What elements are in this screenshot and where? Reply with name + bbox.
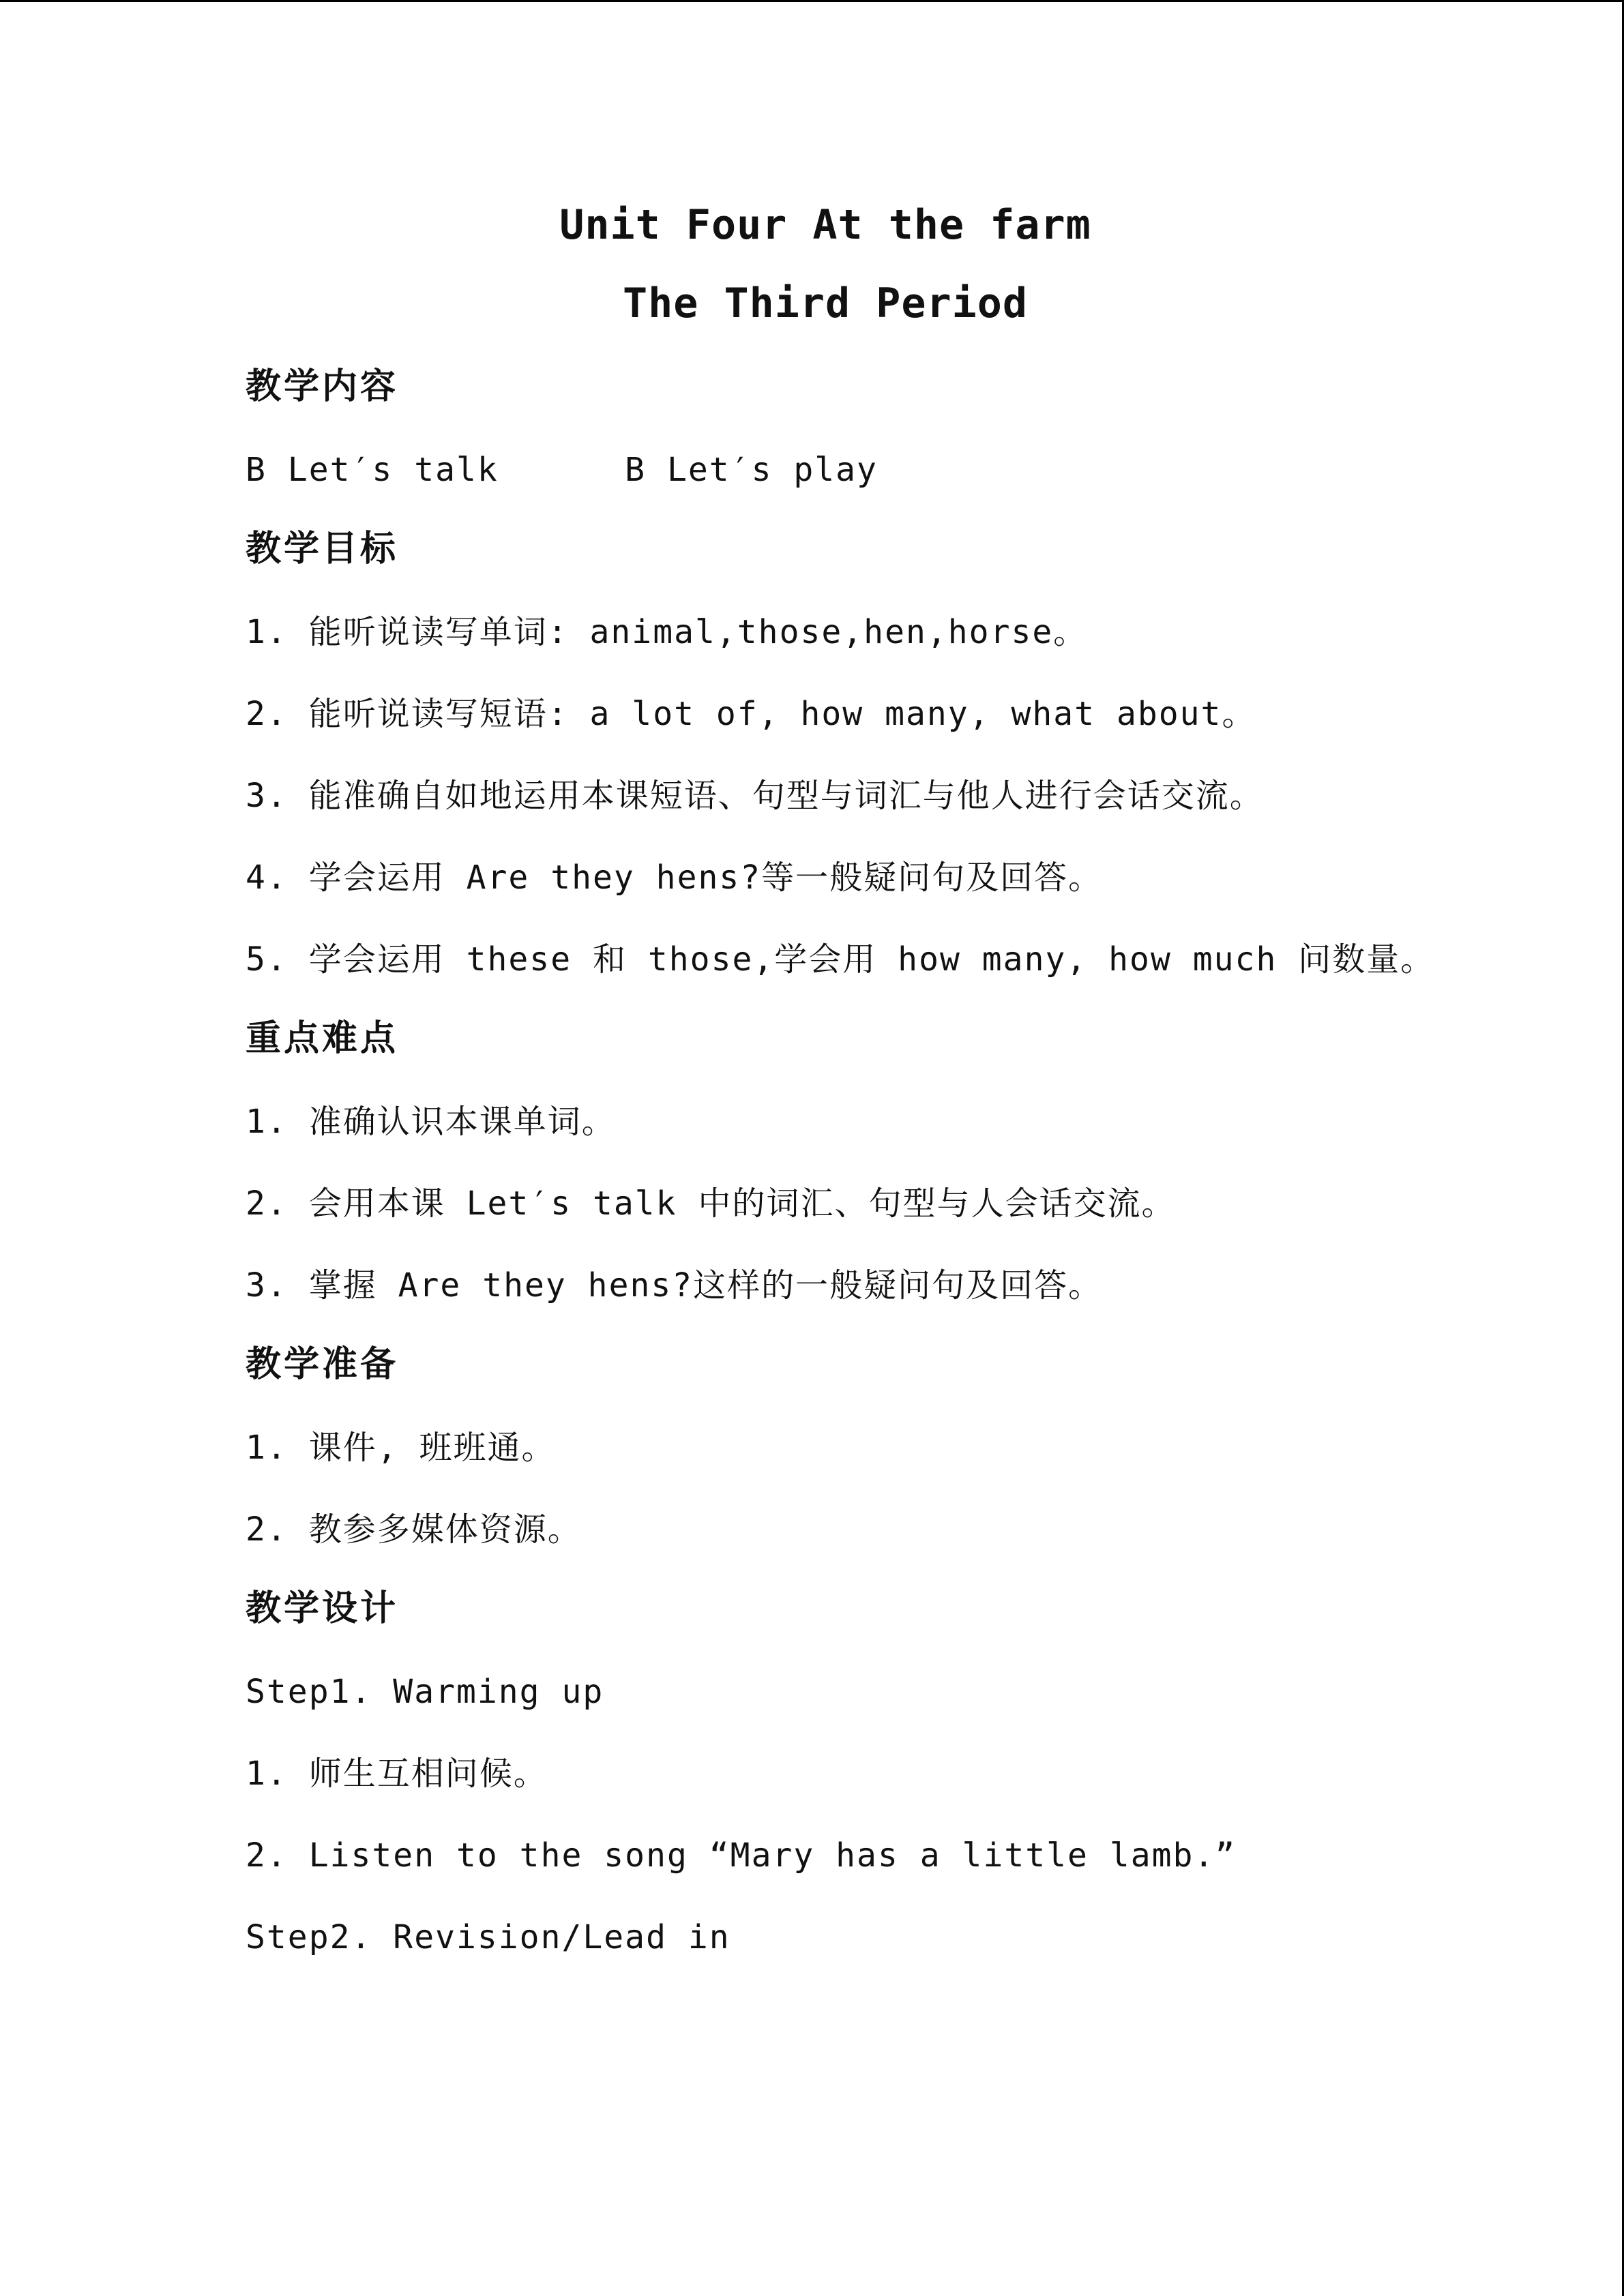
design-line: 1. 师生互相问候。 xyxy=(246,1755,548,1793)
objective-line: 3. 能准确自如地运用本课短语、句型与词汇与他人进行会话交流。 xyxy=(246,777,1264,815)
content-line: B Let′s talk B Let′s play xyxy=(246,451,878,489)
objective-line: 4. 学会运用 Are they hens?等一般疑问句及回答。 xyxy=(246,859,1103,897)
key-point-line: 2. 会用本课 Let′s talk 中的词汇、句型与人会话交流。 xyxy=(246,1184,1176,1223)
objective-line: 5. 学会运用 these 和 those,学会用 how many, how much 问数量。 xyxy=(246,940,1435,979)
section-heading-design: 教学设计 xyxy=(246,1588,399,1629)
section-heading-preparation: 教学准备 xyxy=(246,1344,399,1385)
section-heading-content: 教学内容 xyxy=(246,366,399,407)
objective-line: 2. 能听说读写短语: a lot of, how many, what about。 xyxy=(246,695,1256,733)
document-body xyxy=(246,201,1435,1956)
document-title: Unit Four At the farm xyxy=(559,201,1091,249)
objective-line: 1. 能听说读写单词: animal,those,hen,horse。 xyxy=(246,613,1088,651)
section-heading-key-points: 重点难点 xyxy=(246,1018,399,1059)
page-top-border xyxy=(0,0,1624,2)
key-point-line: 3. 掌握 Are they hens?这样的一般疑问句及回答。 xyxy=(246,1266,1103,1304)
preparation-line: 1. 课件, 班班通。 xyxy=(246,1429,556,1467)
document-subtitle: The Third Period xyxy=(623,280,1028,327)
design-line: 2. Listen to the song “Mary has a little lamb.” xyxy=(246,1836,1237,1875)
key-point-line: 1. 准确认识本课单词。 xyxy=(246,1103,616,1141)
preparation-line: 2. 教参多媒体资源。 xyxy=(246,1510,582,1549)
design-line: Step2. Revision/Lead in xyxy=(246,1918,730,1956)
design-line: Step1. Warming up xyxy=(246,1673,604,1711)
section-heading-objectives: 教学目标 xyxy=(246,528,399,569)
